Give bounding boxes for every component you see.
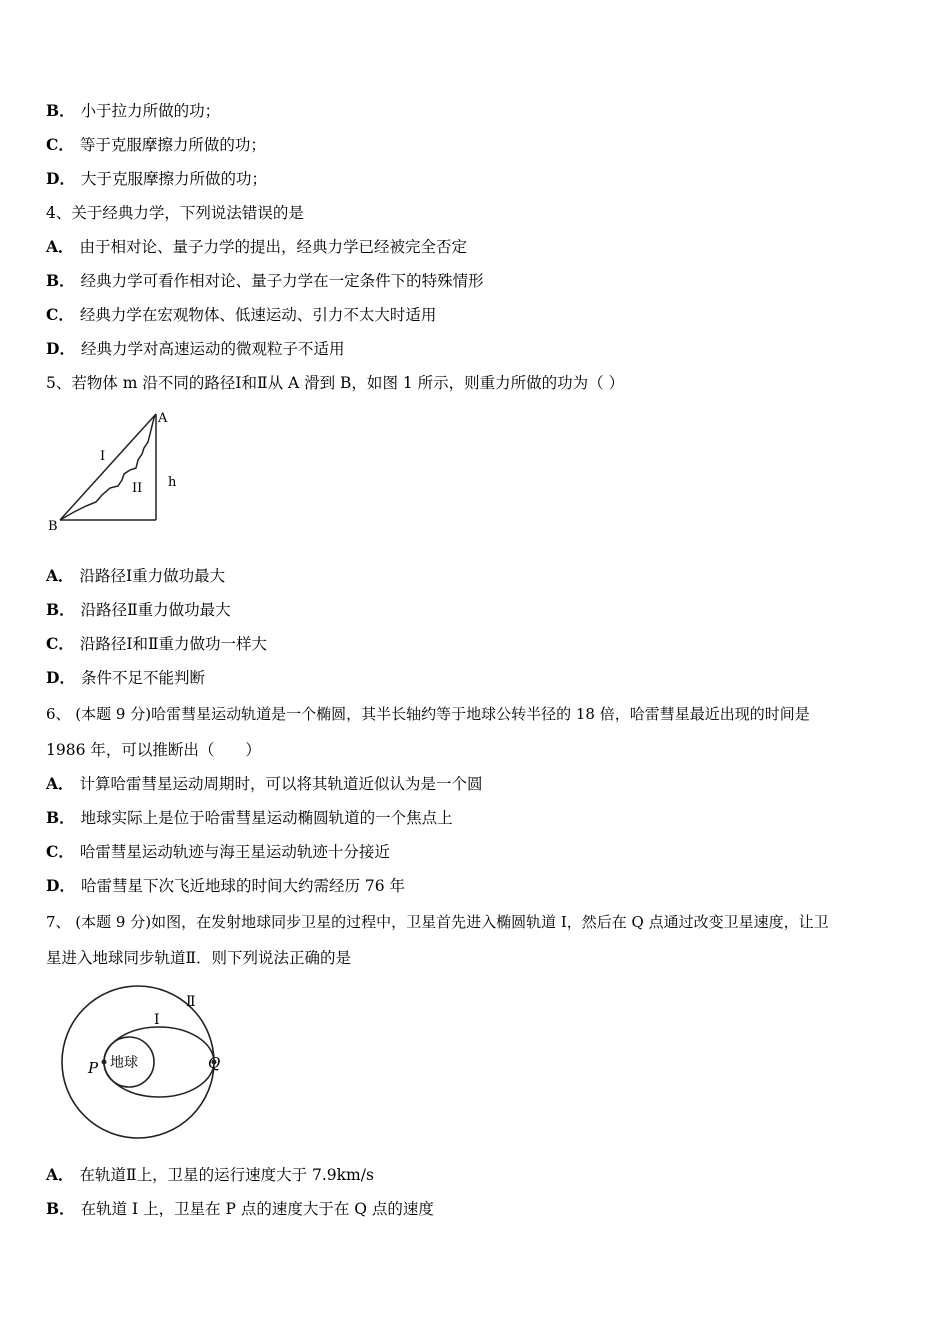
q6-option-b bbox=[46, 808, 453, 828]
q3-option-b bbox=[46, 101, 220, 121]
option-text: 哈雷彗星运动轨迹与海王星运动轨迹十分接近 bbox=[79, 843, 390, 861]
q7-stem-line2: 星进入地球同步轨道Ⅱ．则下列说法正确的是 bbox=[46, 949, 352, 967]
q5-option-b bbox=[46, 600, 231, 620]
q5-option-d bbox=[46, 668, 205, 688]
q4-option-c bbox=[46, 305, 436, 325]
label-h: h bbox=[168, 475, 177, 490]
option-text: 地球实际上是位于哈雷彗星运动椭圆轨道的一个焦点上 bbox=[80, 809, 453, 827]
label-orbit-1: I bbox=[154, 1012, 160, 1028]
option-text: 在轨道 I 上，卫星在 P 点的速度大于在 Q 点的速度 bbox=[80, 1200, 434, 1218]
label-b: B bbox=[48, 519, 58, 534]
q3-option-d bbox=[46, 169, 267, 189]
option-text: 由于相对论、量子力学的提出，经典力学已经被完全否定 bbox=[79, 238, 468, 256]
earth-label: 地球 bbox=[110, 1055, 138, 1071]
option-text: 小于拉力所做的功； bbox=[80, 102, 221, 120]
option-text: 计算哈雷彗星运动周期时，可以将其轨道近似认为是一个圆 bbox=[79, 775, 483, 793]
q5-stem: 5、若物体 m 沿不同的路径Ⅰ和Ⅱ从 A 滑到 B，如图 1 所示，则重力所做的功为（ ） bbox=[46, 374, 625, 392]
label-q: Q bbox=[208, 1054, 221, 1072]
option-label: B． bbox=[46, 101, 75, 120]
q5-figure-incline bbox=[44, 402, 194, 542]
option-text: 等于克服摩擦力所做的功； bbox=[79, 136, 266, 154]
option-text: 经典力学在宏观物体、低速运动、引力不太大时适用 bbox=[79, 306, 437, 324]
option-text: 经典力学可看作相对论、量子力学在一定条件下的特殊情形 bbox=[80, 272, 484, 290]
option-text: 经典力学对高速运动的微观粒子不适用 bbox=[80, 340, 345, 358]
q7-option-a bbox=[46, 1165, 374, 1185]
q7-option-b bbox=[46, 1199, 434, 1219]
option-label: A． bbox=[46, 1165, 74, 1184]
q4-option-b bbox=[46, 271, 484, 291]
label-orbit-2: Ⅱ bbox=[186, 994, 196, 1010]
label-p: P bbox=[88, 1059, 99, 1077]
option-text: 条件不足不能判断 bbox=[80, 669, 205, 687]
q6-stem-line2: 1986 年，可以推断出（ ） bbox=[46, 741, 261, 759]
option-text: 沿路径Ⅰ和Ⅱ重力做功一样大 bbox=[79, 635, 268, 653]
label-a: A bbox=[158, 411, 168, 426]
q4-stem: 4、关于经典力学，下列说法错误的是 bbox=[46, 204, 304, 222]
q6-stem-line1: 6、 (本题 9 分)哈雷彗星运动轨道是一个椭圆，其半长轴约等于地球公转半径的 18 倍，哈雷彗星最近出现的时间是 bbox=[46, 705, 810, 723]
label-path-2: II bbox=[132, 481, 143, 496]
option-text: 沿路径Ⅰ重力做功最大 bbox=[79, 567, 226, 585]
option-text: 大于克服摩擦力所做的功； bbox=[80, 170, 267, 188]
label-path-1: I bbox=[100, 449, 106, 464]
q6-option-a bbox=[46, 774, 483, 794]
option-label: D． bbox=[46, 169, 75, 188]
option-text: 哈雷彗星下次飞近地球的时间大约需经历 76 年 bbox=[80, 877, 406, 895]
q7-figure-orbits bbox=[46, 982, 246, 1142]
option-label: C． bbox=[46, 135, 74, 154]
q6-option-c bbox=[46, 842, 390, 862]
option-label: C． bbox=[46, 634, 74, 653]
option-text: 在轨道Ⅱ上，卫星的运行速度大于 7.9km/s bbox=[79, 1166, 374, 1184]
option-label: D． bbox=[46, 668, 75, 687]
q7-stem-line1: 7、 (本题 9 分)如图，在发射地球同步卫星的过程中，卫星首先进入椭圆轨道 I，然后在 Q 点通过改变卫星速度，让卫 bbox=[46, 913, 829, 931]
option-label: B． bbox=[46, 808, 75, 827]
option-label: A． bbox=[46, 237, 74, 256]
q3-option-c bbox=[46, 135, 266, 155]
option-label: B． bbox=[46, 1199, 75, 1218]
point-p bbox=[102, 1060, 107, 1065]
path-1-line bbox=[60, 414, 156, 520]
option-label: C． bbox=[46, 842, 74, 861]
option-label: C． bbox=[46, 305, 74, 324]
q4-option-d bbox=[46, 339, 344, 359]
option-label: D． bbox=[46, 876, 75, 895]
option-label: B． bbox=[46, 600, 75, 619]
q5-option-a bbox=[46, 566, 225, 586]
option-label: A． bbox=[46, 566, 74, 585]
option-text: 沿路径Ⅱ重力做功最大 bbox=[80, 601, 231, 619]
option-label: B． bbox=[46, 271, 75, 290]
q6-option-d bbox=[46, 876, 405, 896]
option-label: D． bbox=[46, 339, 75, 358]
q4-option-a bbox=[46, 237, 467, 257]
option-label: A． bbox=[46, 774, 74, 793]
q5-option-c bbox=[46, 634, 267, 654]
